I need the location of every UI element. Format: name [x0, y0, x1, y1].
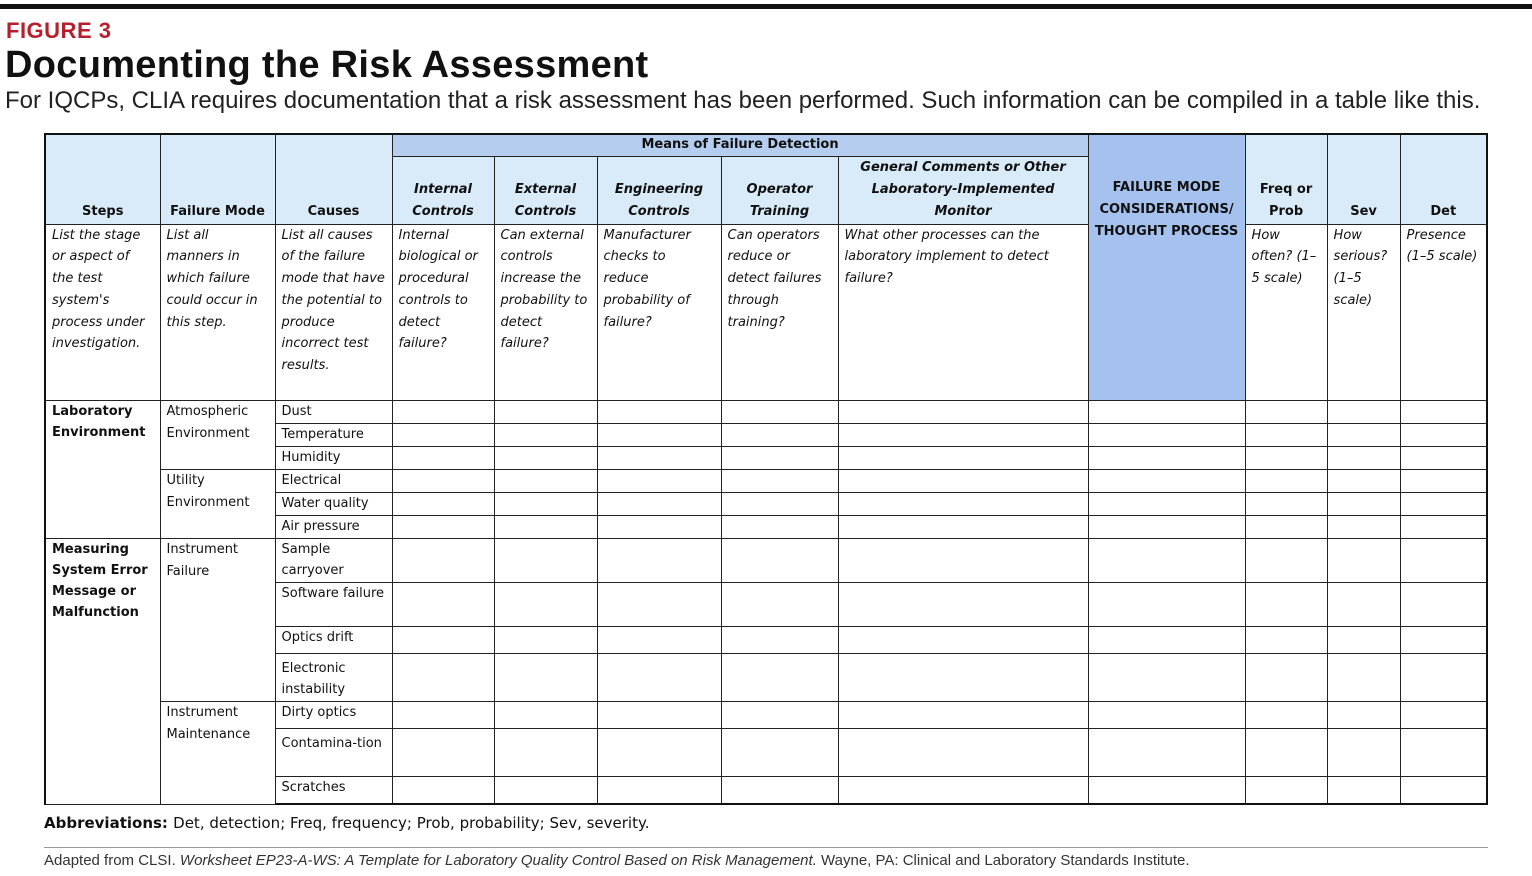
- empty-cell: [721, 446, 838, 469]
- empty-cell: [1245, 582, 1327, 626]
- desc-det: Presence (1–5 scale): [1400, 224, 1487, 400]
- empty-cell: [494, 538, 597, 582]
- empty-cell: [721, 492, 838, 515]
- empty-cell: [1327, 653, 1400, 701]
- empty-cell: [1400, 492, 1487, 515]
- empty-cell: [1327, 446, 1400, 469]
- step-cell: Measuring System Error Message or Malfunction: [45, 538, 160, 804]
- empty-cell: [838, 515, 1088, 538]
- empty-cell: [1088, 538, 1245, 582]
- empty-cell: [1088, 728, 1245, 776]
- empty-cell: [1400, 653, 1487, 701]
- empty-cell: [1327, 515, 1400, 538]
- empty-cell: [721, 728, 838, 776]
- empty-cell: [838, 728, 1088, 776]
- empty-cell: [1245, 400, 1327, 423]
- empty-cell: [1245, 653, 1327, 701]
- empty-cell: [494, 701, 597, 728]
- source-title: Worksheet EP23-A-WS: A Template for Laboratory Quality Control Based on Risk Management.: [179, 852, 817, 869]
- empty-cell: [1245, 515, 1327, 538]
- top-rule: [0, 4, 1532, 9]
- empty-cell: [392, 538, 494, 582]
- empty-cell: [494, 653, 597, 701]
- cause-cell: Dust: [275, 400, 392, 423]
- empty-cell: [838, 626, 1088, 653]
- cause-cell: Air pressure: [275, 515, 392, 538]
- empty-cell: [1327, 400, 1400, 423]
- empty-cell: [1400, 515, 1487, 538]
- empty-cell: [494, 728, 597, 776]
- empty-cell: [494, 400, 597, 423]
- empty-cell: [494, 582, 597, 626]
- abbreviations-text: Det, detection; Freq, frequency; Prob, probability; Sev, severity.: [173, 814, 650, 832]
- desc-sev: How serious? (1–5 scale): [1327, 224, 1400, 400]
- empty-cell: [838, 423, 1088, 446]
- empty-cell: [392, 626, 494, 653]
- empty-cell: [597, 515, 721, 538]
- header-det: Det: [1400, 134, 1487, 224]
- empty-cell: [1400, 423, 1487, 446]
- empty-cell: [1400, 582, 1487, 626]
- header-general-comments: General Comments or Other Laboratory-Implemented Monitor: [838, 156, 1088, 224]
- empty-cell: [1245, 701, 1327, 728]
- cause-cell: Dirty optics: [275, 701, 392, 728]
- empty-cell: [1245, 626, 1327, 653]
- empty-cell: [838, 446, 1088, 469]
- header-operator-training: Operator Training: [721, 156, 838, 224]
- empty-cell: [392, 446, 494, 469]
- empty-cell: [721, 515, 838, 538]
- empty-cell: [392, 728, 494, 776]
- empty-cell: [1245, 728, 1327, 776]
- risk-assessment-table: [44, 133, 1488, 805]
- header-external-controls: External Controls: [494, 156, 597, 224]
- empty-cell: [838, 538, 1088, 582]
- empty-cell: [1245, 423, 1327, 446]
- cause-cell: Contamina-tion: [275, 728, 392, 776]
- header-failure-mode-considerations: FAILURE MODE CONSIDERATIONS/ THOUGHT PROCESS: [1088, 134, 1245, 400]
- empty-cell: [838, 701, 1088, 728]
- empty-cell: [721, 626, 838, 653]
- header-causes: Causes: [275, 134, 392, 224]
- empty-cell: [1327, 776, 1400, 804]
- empty-cell: [494, 776, 597, 804]
- empty-cell: [1327, 538, 1400, 582]
- empty-cell: [721, 653, 838, 701]
- empty-cell: [721, 776, 838, 804]
- empty-cell: [1327, 492, 1400, 515]
- empty-cell: [597, 423, 721, 446]
- empty-cell: [392, 582, 494, 626]
- empty-cell: [494, 492, 597, 515]
- empty-cell: [1400, 400, 1487, 423]
- empty-cell: [392, 423, 494, 446]
- empty-cell: [597, 492, 721, 515]
- empty-cell: [721, 469, 838, 492]
- desc-causes: List all causes of the failure mode that have the potential to produce incorrect test results.: [275, 224, 392, 400]
- desc-external-controls: Can external controls increase the probability to detect failure?: [494, 224, 597, 400]
- empty-cell: [392, 701, 494, 728]
- empty-cell: [392, 492, 494, 515]
- header-engineering-controls: Engineering Controls: [597, 156, 721, 224]
- cause-cell: Humidity: [275, 446, 392, 469]
- empty-cell: [597, 626, 721, 653]
- empty-cell: [494, 626, 597, 653]
- empty-cell: [392, 776, 494, 804]
- empty-cell: [1088, 446, 1245, 469]
- desc-engineering-controls: Manufacturer checks to reduce probability of failure?: [597, 224, 721, 400]
- cause-cell: Electronic instability: [275, 653, 392, 701]
- header-sev: Sev: [1327, 134, 1400, 224]
- empty-cell: [597, 582, 721, 626]
- desc-internal-controls: Internal biological or procedural controls to detect failure?: [392, 224, 494, 400]
- empty-cell: [1088, 653, 1245, 701]
- empty-cell: [392, 515, 494, 538]
- empty-cell: [1327, 728, 1400, 776]
- empty-cell: [1245, 492, 1327, 515]
- source-citation: [44, 852, 1190, 869]
- header-steps: Steps: [45, 134, 160, 224]
- empty-cell: [597, 538, 721, 582]
- empty-cell: [838, 492, 1088, 515]
- empty-cell: [392, 400, 494, 423]
- cause-cell: Software failure: [275, 582, 392, 626]
- empty-cell: [1400, 701, 1487, 728]
- source-suffix: Wayne, PA: Clinical and Laboratory Standards Institute.: [821, 852, 1190, 869]
- empty-cell: [1327, 582, 1400, 626]
- failure-mode-cell: Utility Environment: [160, 469, 275, 538]
- empty-cell: [597, 728, 721, 776]
- empty-cell: [1400, 469, 1487, 492]
- empty-cell: [721, 538, 838, 582]
- empty-cell: [1245, 776, 1327, 804]
- figure-label: FIGURE 3: [6, 18, 112, 43]
- empty-cell: [1400, 626, 1487, 653]
- empty-cell: [721, 701, 838, 728]
- empty-cell: [494, 469, 597, 492]
- empty-cell: [838, 400, 1088, 423]
- empty-cell: [1088, 400, 1245, 423]
- empty-cell: [597, 701, 721, 728]
- figure-subtitle: For IQCPs, CLIA requires documentation that a risk assessment has been performed. Such information can be compiled in a table like this.: [5, 87, 1481, 114]
- empty-cell: [597, 653, 721, 701]
- empty-cell: [494, 423, 597, 446]
- empty-cell: [1088, 423, 1245, 446]
- empty-cell: [1088, 776, 1245, 804]
- empty-cell: [721, 400, 838, 423]
- empty-cell: [1088, 626, 1245, 653]
- empty-cell: [838, 582, 1088, 626]
- empty-cell: [597, 469, 721, 492]
- figure-title: Documenting the Risk Assessment: [5, 44, 649, 86]
- empty-cell: [1088, 701, 1245, 728]
- empty-cell: [721, 423, 838, 446]
- cause-cell: Electrical: [275, 469, 392, 492]
- empty-cell: [1400, 728, 1487, 776]
- abbreviations-label: Abbreviations:: [44, 814, 168, 832]
- cause-cell: Optics drift: [275, 626, 392, 653]
- empty-cell: [1245, 446, 1327, 469]
- empty-cell: [494, 446, 597, 469]
- empty-cell: [1400, 446, 1487, 469]
- cause-cell: Temperature: [275, 423, 392, 446]
- empty-cell: [597, 446, 721, 469]
- empty-cell: [838, 776, 1088, 804]
- failure-mode-cell: Instrument Failure: [160, 538, 275, 701]
- empty-cell: [494, 515, 597, 538]
- desc-operator-training: Can operators reduce or detect failures through training?: [721, 224, 838, 400]
- footer-divider: [44, 847, 1488, 848]
- empty-cell: [721, 582, 838, 626]
- desc-failure-mode: List all manners in which failure could occur in this step.: [160, 224, 275, 400]
- empty-cell: [392, 653, 494, 701]
- header-freq-prob: Freq or Prob: [1245, 134, 1327, 224]
- cause-cell: Sample carryover: [275, 538, 392, 582]
- cause-cell: Water quality: [275, 492, 392, 515]
- empty-cell: [1400, 538, 1487, 582]
- empty-cell: [838, 653, 1088, 701]
- empty-cell: [1088, 469, 1245, 492]
- desc-freq: How often? (1–5 scale): [1245, 224, 1327, 400]
- empty-cell: [597, 776, 721, 804]
- header-internal-controls: Internal Controls: [392, 156, 494, 224]
- empty-cell: [1327, 423, 1400, 446]
- step-cell: Laboratory Environment: [45, 400, 160, 538]
- empty-cell: [1088, 582, 1245, 626]
- empty-cell: [1245, 538, 1327, 582]
- empty-cell: [1088, 492, 1245, 515]
- failure-mode-cell: Instrument Maintenance: [160, 701, 275, 804]
- empty-cell: [1327, 701, 1400, 728]
- empty-cell: [1400, 776, 1487, 804]
- header-failure-mode: Failure Mode: [160, 134, 275, 224]
- empty-cell: [1327, 626, 1400, 653]
- abbreviations-note: [44, 814, 649, 832]
- empty-cell: [597, 400, 721, 423]
- empty-cell: [392, 469, 494, 492]
- header-means-of-failure-detection: Means of Failure Detection: [392, 134, 1088, 156]
- desc-steps: List the stage or aspect of the test system's process under investigation.: [45, 224, 160, 400]
- empty-cell: [1088, 515, 1245, 538]
- empty-cell: [838, 469, 1088, 492]
- desc-general-comments: What other processes can the laboratory implement to detect failure?: [838, 224, 1088, 400]
- source-prefix: Adapted from CLSI.: [44, 852, 176, 869]
- empty-cell: [1245, 469, 1327, 492]
- cause-cell: Scratches: [275, 776, 392, 804]
- failure-mode-cell: Atmospheric Environment: [160, 400, 275, 469]
- empty-cell: [1327, 469, 1400, 492]
